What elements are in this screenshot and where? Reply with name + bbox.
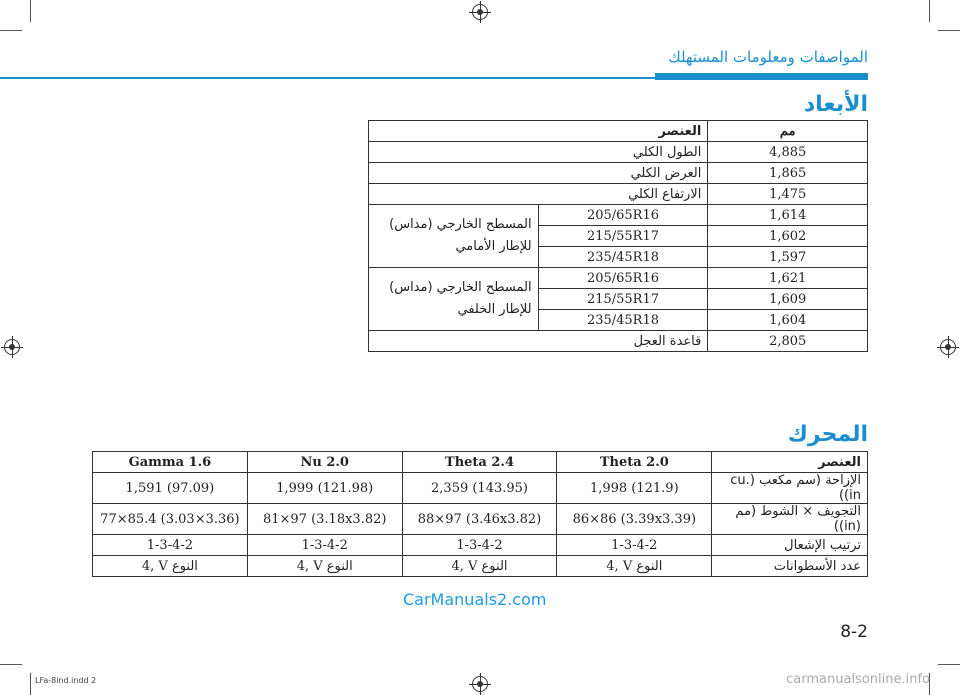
header-rule <box>0 77 655 79</box>
tire-size: 235/45R18 <box>538 310 708 331</box>
row-label: عدد الأسطوانات <box>712 556 868 577</box>
crop-mark <box>30 0 31 22</box>
page-number: 8-2 <box>840 622 868 642</box>
watermark-link[interactable]: CarManuals2.com <box>403 590 547 609</box>
header-accent-bar <box>655 73 868 80</box>
registration-mark-icon <box>4 339 20 355</box>
cell: 4, V النوع <box>557 556 712 577</box>
crop-mark <box>929 0 930 22</box>
header-col: Theta 2.4 <box>402 452 557 473</box>
row-label: الإزاحة (سم مكعب (cu. in)) <box>712 473 868 504</box>
chapter-header: المواصفات ومعلومات المستهلك <box>668 48 868 66</box>
rear-tread-label: المسطح الخارجي (مداس) للإطار الخلفي <box>369 268 539 331</box>
cell: 1-3-4-2 <box>247 535 402 556</box>
row-value: 1,597 <box>708 247 868 268</box>
table-header-row <box>93 452 868 473</box>
row-label: قاعدة العجل <box>369 331 708 352</box>
cell: 88×97 (3.46x3.82) <box>402 504 557 535</box>
tire-size: 215/55R17 <box>538 226 708 247</box>
cell: 1-3-4-2 <box>402 535 557 556</box>
dimensions-title: الأبعاد <box>803 92 868 117</box>
row-label: العرض الكلي <box>369 163 708 184</box>
cell: 4, V النوع <box>93 556 248 577</box>
crop-mark <box>30 673 31 695</box>
row-label: الارتفاع الكلي <box>369 184 708 205</box>
dimensions-table <box>368 120 868 352</box>
table-row <box>93 473 868 504</box>
cell: 1-3-4-2 <box>93 535 248 556</box>
row-value: 1,475 <box>708 184 868 205</box>
table-row <box>93 504 868 535</box>
engine-title: المحرك <box>787 422 868 447</box>
header-item: العنصر <box>712 452 868 473</box>
table-row <box>369 142 868 163</box>
row-value: 1,604 <box>708 310 868 331</box>
front-tread-label: المسطح الخارجي (مداس) للإطار الأمامي <box>369 205 539 268</box>
table-row <box>369 184 868 205</box>
crop-mark <box>0 664 22 665</box>
table-row <box>369 163 868 184</box>
table-row <box>369 268 868 289</box>
table-row <box>369 205 868 226</box>
tire-size: 205/65R16 <box>538 205 708 226</box>
cell: 2,359 (143.95) <box>402 473 557 504</box>
header-item: العنصر <box>369 121 708 142</box>
row-value: 2,805 <box>708 331 868 352</box>
crop-mark <box>938 30 960 31</box>
tire-size: 235/45R18 <box>538 247 708 268</box>
row-value: 1,621 <box>708 268 868 289</box>
cell: 1-3-4-2 <box>557 535 712 556</box>
cell: 81×97 (3.18x3.82) <box>247 504 402 535</box>
row-label: ترتيب الإشعال <box>712 535 868 556</box>
header-col: Gamma 1.6 <box>93 452 248 473</box>
table-row <box>93 535 868 556</box>
registration-mark-icon <box>472 4 488 20</box>
row-value: 1,602 <box>708 226 868 247</box>
cell: 4, V النوع <box>247 556 402 577</box>
cell: 77×85.4 (3.03×3.36) <box>93 504 248 535</box>
header-mm: مم <box>708 121 868 142</box>
cell: 1,591 (97.09) <box>93 473 248 504</box>
table-header-row <box>369 121 868 142</box>
tire-size: 205/65R16 <box>538 268 708 289</box>
row-value: 4,885 <box>708 142 868 163</box>
header-col: Nu 2.0 <box>247 452 402 473</box>
header-col: Theta 2.0 <box>557 452 712 473</box>
row-label: الطول الكلي <box>369 142 708 163</box>
table-row <box>369 331 868 352</box>
crop-mark <box>938 664 960 665</box>
footer-file-info: LFa-8ind.indd 2 <box>35 676 97 685</box>
cell: 1,998 (121.9) <box>557 473 712 504</box>
crop-mark <box>0 30 22 31</box>
row-value: 1,865 <box>708 163 868 184</box>
footer-watermark: carmanualsonline.info <box>786 672 930 687</box>
row-value: 1,614 <box>708 205 868 226</box>
cell: 1,999 (121.98) <box>247 473 402 504</box>
tire-size: 215/55R17 <box>538 289 708 310</box>
cell: 4, V النوع <box>402 556 557 577</box>
cell: 86×86 (3.39x3.39) <box>557 504 712 535</box>
table-row <box>93 556 868 577</box>
row-label: التجويف × الشوط (مم (in)) <box>712 504 868 535</box>
registration-mark-icon <box>472 676 488 692</box>
registration-mark-icon <box>940 339 956 355</box>
engine-table <box>92 451 868 577</box>
row-value: 1,609 <box>708 289 868 310</box>
